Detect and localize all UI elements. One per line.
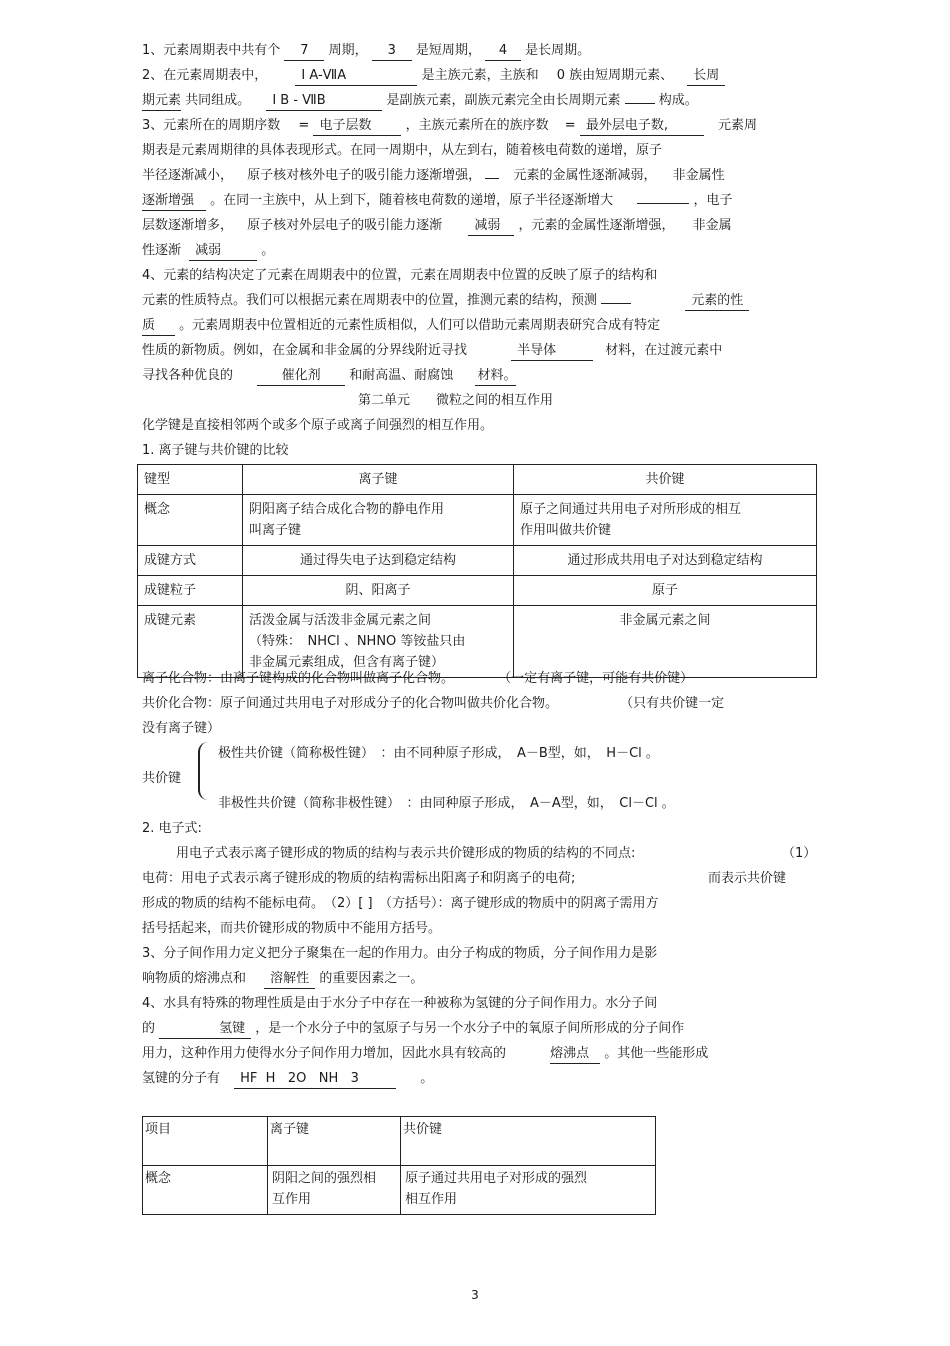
cell-text: 原子通过共用电子对形成的强烈: [405, 1171, 588, 1186]
text-line: 没有离子键）: [142, 721, 221, 736]
text: 1、元素周期表中共有个: [142, 43, 281, 58]
bond-summary-table: [142, 1116, 656, 1215]
table-cell: [268, 1166, 401, 1215]
covalent-label: 共价键: [142, 771, 182, 786]
text: 非金属性: [672, 168, 725, 183]
table-cell: 阴、阳离子: [243, 576, 514, 606]
table-row: [138, 495, 817, 546]
blank-answer: HF H 2O NH 3: [234, 1070, 396, 1089]
text: ，元素的金属性逐渐增强，: [518, 218, 675, 233]
text: 而表示共价键: [708, 871, 787, 886]
cell-text: 阴阳离子结合成化合物的静电作用: [249, 502, 445, 517]
text: 半径逐渐减小，: [142, 168, 234, 183]
table-header: 共价键: [401, 1117, 656, 1166]
q4-line2: [142, 292, 749, 311]
table-header: 项目: [143, 1117, 268, 1166]
table-row: [138, 576, 817, 606]
table-cell: [243, 606, 514, 678]
text: 层数逐渐增多，: [142, 218, 234, 233]
text: 寻找各种优良的: [142, 368, 234, 383]
text: 的重要因素之一。: [319, 971, 424, 986]
text: 是短周期，: [415, 43, 481, 58]
table-cell: 通过得失电子达到稳定结构: [243, 546, 514, 576]
table-row: [143, 1166, 656, 1215]
blank-answer: 减弱: [189, 242, 257, 261]
table-header: 离子键: [243, 465, 514, 495]
blank-answer: 7: [284, 42, 324, 61]
q3-line1: [142, 117, 757, 136]
row-label: 概念: [143, 1166, 268, 1215]
cell-text: 作用叫做共价键: [520, 523, 612, 538]
cell-text: 原子之间通过共用电子对所形成的相互: [520, 502, 742, 517]
blank-answer: 长周: [687, 67, 725, 86]
cell-text: （特殊： NHCl 、NHNO 等铵盐只由: [249, 634, 466, 649]
text: 。元素周期表中位置相近的元素性质相似，人们可以借助元素周期表研究合成有特定: [179, 318, 661, 333]
q3-line6: [142, 242, 274, 261]
text: 材料，在过渡元素中: [605, 343, 723, 358]
row-label: 概念: [138, 495, 243, 546]
blank-answer: 电子层数: [313, 117, 401, 136]
q3-line5: [142, 217, 732, 236]
text: 元素周: [717, 118, 757, 133]
text: （一定有离子键，可能有共价键）: [498, 671, 694, 686]
text: 构成。: [658, 93, 698, 108]
nonpolar-bond-line: 非极性共价键（简称非极性键） ：由同种原子形成， A－A型，如， Cl－Cl 。: [218, 796, 675, 811]
text: 用电子式表示离子键形成的物质的结构与表示共价键形成的物质的结构的不同点:: [176, 846, 636, 861]
blank-answer: 催化剂: [257, 367, 345, 386]
text: 非金属: [692, 218, 732, 233]
blank-answer: 期元素: [142, 92, 181, 111]
text: ，是一个水分子中的氢原子与另一个水分子中的氧原子间所形成的分子间作: [255, 1021, 685, 1036]
text-line: 3、分子间作用力定义把分子聚集在一起的作用力。由分子构成的物质，分子间作用力是影: [142, 946, 658, 961]
text: 。其他一些能形成: [604, 1046, 709, 1061]
text: ，电子: [693, 193, 733, 208]
table-cell: [514, 495, 817, 546]
cell-text: 互作用: [272, 1192, 312, 1207]
blank-answer: 材料。: [475, 367, 516, 386]
text-line: 4、元素的结构决定了元素在周期表中的位置，元素在周期表中位置的反映了原子的结构和: [142, 268, 658, 283]
text-line: 形成的物质的结构不能标电荷。 （2）[ ] （方括号）：离子键形成的物质中的阴离子需用方: [142, 896, 659, 911]
q4b-line3: [142, 1045, 708, 1064]
q4-line3: [142, 317, 660, 336]
text: 元素的性质特点。我们可以根据元素在周期表中的位置，推测元素的结构，预测: [142, 293, 598, 308]
q4b-line2: [142, 1020, 684, 1039]
text-line: 化学键是直接相邻两个或多个原子或离子间强烈的相互作用。: [142, 418, 494, 433]
bond-comparison-table: [137, 464, 817, 678]
text: 2、在元素周期表中，: [142, 68, 268, 83]
text: 离子化合物：由离子键构成的化合物叫做离子化合物。: [142, 671, 455, 686]
text: 响物质的熔沸点和: [142, 971, 247, 986]
ionic-compound-line: [142, 670, 693, 688]
q2-line2: [142, 92, 698, 111]
text: 元素的金属性逐渐减弱，: [513, 168, 657, 183]
q4-line5: [142, 367, 516, 386]
text: 周期，: [328, 43, 368, 58]
text: 的: [142, 1021, 156, 1036]
brace: [198, 742, 214, 800]
text-line: 期表是元素周期律的具体表现形式。在同一周期中，从左到右，随着核电荷数的递增，原子: [142, 143, 663, 158]
text: 电荷：用电子式表示离子键形成的物质的结构需标出阳离子和阴离子的电荷;: [142, 871, 576, 886]
text: 共价化合物：原子间通过共用电子对形成分子的化合物叫做共价化合物。: [142, 696, 559, 711]
blank-answer: 减弱: [468, 217, 514, 236]
section-title: 1. 离子键与共价键的比较: [142, 443, 289, 458]
row-label: 成键元素: [138, 606, 243, 678]
text: （1）: [782, 846, 817, 861]
table-header-row: [138, 465, 817, 495]
table-header: 键型: [138, 465, 243, 495]
q1-line: [142, 42, 590, 61]
table-cell: [401, 1166, 656, 1215]
text: =: [298, 118, 310, 133]
q3-line4: [142, 192, 732, 211]
blank-answer: 逐渐增强: [142, 192, 206, 211]
table-cell: 通过形成共用电子对达到稳定结构: [514, 546, 817, 576]
blank-answer: 熔沸点: [550, 1045, 600, 1064]
text-line: 括号括起来，而共价键形成的物质中不能用方括号。: [142, 921, 442, 936]
text: 是长周期。: [525, 43, 591, 58]
cell-text: 相互作用: [405, 1192, 458, 1207]
table-cell: 原子: [514, 576, 817, 606]
blank-answer: 4: [485, 42, 521, 61]
text: 性逐渐: [142, 243, 182, 258]
text: 和耐高温、耐腐蚀: [349, 368, 454, 383]
section-title: 2. 电子式:: [142, 821, 202, 836]
text: 共同组成。: [185, 93, 251, 108]
blank-answer: 半导体: [511, 342, 593, 361]
cell-text: 叫离子键: [249, 523, 302, 538]
text: =: [564, 118, 576, 133]
covalent-compound-line: [142, 695, 724, 713]
polar-bond-line: 极性共价键（简称极性键） ：由不同种原子形成， A－B型，如， H－Cl 。: [218, 746, 659, 761]
q2-line1: [142, 67, 725, 86]
table-header: 共价键: [514, 465, 817, 495]
text: 氢键的分子有: [142, 1071, 221, 1086]
q4b-line4: [142, 1070, 433, 1089]
page-number: 3: [471, 1288, 479, 1302]
text: 。: [420, 1071, 434, 1086]
table-cell: [243, 495, 514, 546]
blank-answer: Ⅰ A-ⅦA: [295, 67, 417, 86]
text: 是副族元素，副族元素完全由长周期元素: [386, 93, 621, 108]
table-header: 离子键: [268, 1117, 401, 1166]
text: ，主族元素所在的族序数: [405, 118, 549, 133]
row-label: 成键方式: [138, 546, 243, 576]
row-label: 成键粒子: [138, 576, 243, 606]
text: 用力，这种作用力使得水分子间作用力增加，因此水具有较高的: [142, 1046, 507, 1061]
text-line: 4、水具有特殊的物理性质是由于水分子中存在一种被称为氢键的分子间作用力。水分子间: [142, 996, 658, 1011]
text: 性质的新物质。例如，在金属和非金属的分界线附近寻找: [142, 343, 468, 358]
cell-text: 活泼金属与活泼非金属元素之间: [249, 613, 432, 628]
blank-answer: 3: [372, 42, 412, 61]
text: 3、元素所在的周期序数: [142, 118, 281, 133]
blank-answer: 质: [142, 317, 175, 336]
text: 。在同一主族中，从上到下，随着核电荷数的递增，原子半径逐渐增大: [210, 193, 614, 208]
table-cell: 非金属元素之间: [514, 606, 817, 678]
blank-answer: 最外层电子数,: [580, 117, 704, 136]
unit-title: 第二单元 微粒之间的相互作用: [358, 393, 554, 408]
text: 。: [261, 243, 275, 258]
q4-line4: [142, 342, 722, 361]
text: 原子核对核外电子的吸引能力逐渐增强，: [247, 168, 482, 183]
blank-answer: 元素的性: [685, 292, 749, 311]
cell-text: 阴阳之间的强烈相: [272, 1171, 377, 1186]
text: 0 族由短周期元素、: [556, 68, 674, 83]
q3b-line2: [142, 970, 423, 989]
table-header-row: [143, 1117, 656, 1166]
table-row: [138, 606, 817, 678]
text: 原子核对外层电子的吸引能力逐渐: [247, 218, 443, 233]
blank-answer: 溶解性: [264, 970, 315, 989]
blank-answer: Ⅰ B - ⅦB: [266, 92, 382, 111]
blank-answer: 氢键: [159, 1020, 251, 1039]
text: 是主族元素，主族和: [421, 68, 539, 83]
table-row: [138, 546, 817, 576]
text: （只有共价键一定: [620, 696, 725, 711]
q3-line3: [142, 167, 725, 185]
cell-text: 非金属元素组成，但含有离子键）: [249, 655, 445, 670]
